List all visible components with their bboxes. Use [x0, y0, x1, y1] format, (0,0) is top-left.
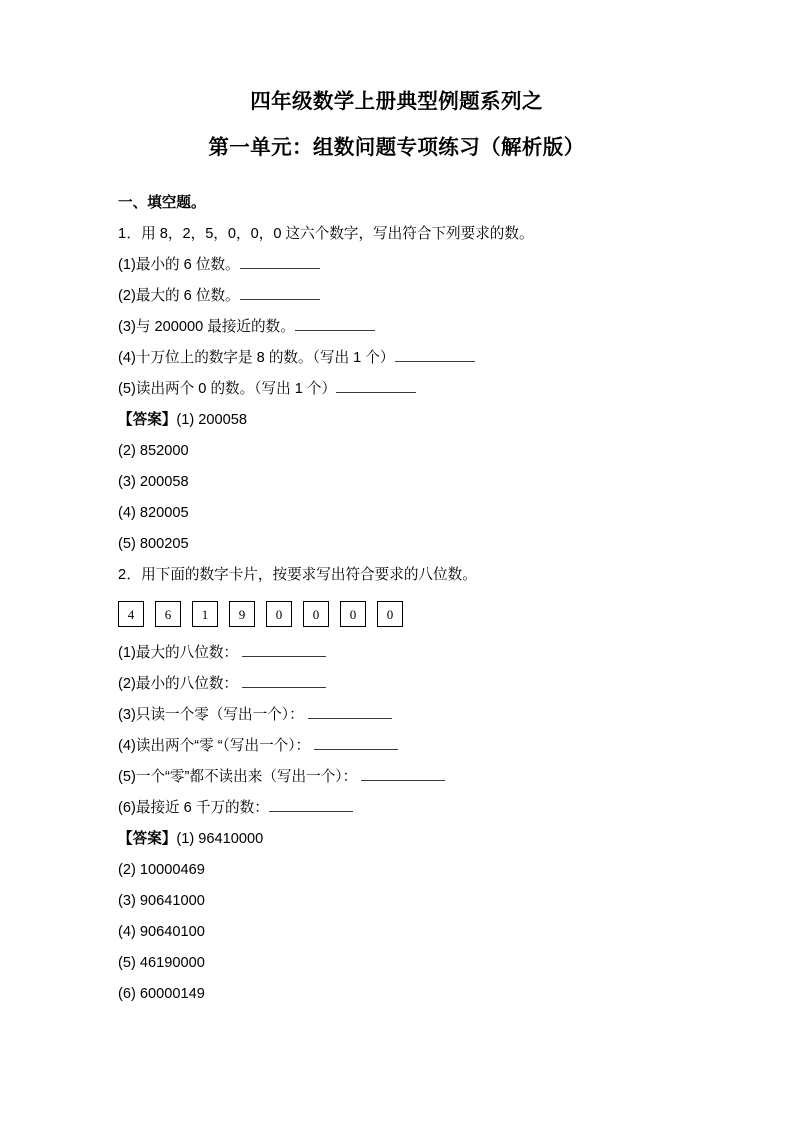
question-1-item-5: [118, 374, 723, 405]
question-2-answer-5: [118, 948, 723, 979]
question-2-item-1-text: 最大的八位数：: [135, 645, 239, 661]
question-1-answer-4-label: (4): [118, 505, 136, 521]
question-2-answer-6-value: 60000149: [139, 986, 205, 1002]
question-2-item-4-label: (4): [118, 738, 136, 754]
question-2-item-2-blank[interactable]: [242, 675, 326, 688]
question-1-item-5-blank[interactable]: [336, 380, 416, 393]
digit-card[interactable]: 1: [192, 601, 218, 627]
question-1-item-4-blank[interactable]: [395, 349, 475, 362]
question-2-item-4-blank[interactable]: [314, 737, 398, 750]
question-1-answer-5-label: (5): [118, 536, 136, 552]
question-1-item-5-label: (5): [118, 381, 136, 397]
digit-card[interactable]: 6: [155, 601, 181, 627]
question-2-item-4-text: 读出两个“零 “（写出一个）：: [135, 738, 311, 754]
question-1-answer-2: [118, 436, 723, 467]
question-2-answer-3-label: (3): [118, 893, 136, 909]
question-1-number: 1．: [118, 226, 142, 242]
question-2-item-5-label: (5): [118, 769, 136, 785]
question-2-answer-3-value: 90641000: [139, 893, 205, 909]
question-2-answer-4: [118, 917, 723, 948]
question-1-answer-3-value: 200058: [139, 474, 189, 490]
question-2-answer-3: [118, 886, 723, 917]
title-block: [0, 0, 793, 166]
question-2-item-5-blank[interactable]: [361, 768, 445, 781]
question-1-answer-1-label: (1): [176, 412, 195, 428]
question-1-answer-3: [118, 467, 723, 498]
digit-card[interactable]: 0: [340, 601, 366, 627]
question-1-answer-3-label: (3): [118, 474, 136, 490]
question-1-item-3-label: (3): [118, 319, 136, 335]
question-2-answer-1-label: (1): [176, 831, 195, 847]
question-2-number: 2．: [118, 567, 142, 583]
question-2-item-1-label: (1): [118, 645, 136, 661]
question-1-item-2-text: 最大的 6 位数。: [135, 288, 240, 304]
question-2-answer-2: [118, 855, 723, 886]
question-1-item-1-label: (1): [118, 257, 136, 273]
question-1-item-2-blank[interactable]: [240, 287, 320, 300]
question-2-stem-text: 用下面的数字卡片，按要求写出符合要求的八位数。: [141, 567, 477, 583]
question-1-item-1: [118, 250, 723, 281]
question-2-answer-1-value: 96410000: [198, 831, 264, 847]
document-title-line-2: 第一单元：组数问题专项练习（解析版）: [208, 136, 585, 159]
question-1-item-4-text: 十万位上的数字是 8 的数。（写出 1 个）: [135, 350, 395, 366]
question-2-answer-label: 【答案】: [118, 831, 177, 847]
question-2-answer-6: [118, 979, 723, 1010]
question-2-item-1: [118, 638, 723, 669]
question-1-answer-2-value: 852000: [139, 443, 189, 459]
digit-card[interactable]: 9: [229, 601, 255, 627]
document-body: [0, 188, 793, 1010]
question-1-item-3-blank[interactable]: [295, 318, 375, 331]
question-2-answer-1: [118, 824, 723, 855]
question-2-item-5-text: 一个“零”都不读出来（写出一个）：: [135, 769, 358, 785]
question-1-item-2: [118, 281, 723, 312]
question-2-answer-2-label: (2): [118, 862, 136, 878]
question-1-item-1-text: 最小的 6 位数。: [135, 257, 240, 273]
digit-card[interactable]: 0: [303, 601, 329, 627]
question-2-item-3-label: (3): [118, 707, 136, 723]
digit-card[interactable]: 0: [266, 601, 292, 627]
question-1-answer-1: [118, 405, 723, 436]
digit-card-row: [118, 594, 723, 634]
question-1-item-2-label: (2): [118, 288, 136, 304]
question-2-item-6-blank[interactable]: [269, 799, 353, 812]
question-1-stem-text: 用 8，2，5，0，0，0 这六个数字，写出符合下列要求的数。: [141, 226, 534, 242]
question-1-item-1-blank[interactable]: [240, 256, 320, 269]
question-2-item-1-blank[interactable]: [242, 644, 326, 657]
question-1-answer-1-value: 200058: [198, 412, 247, 428]
question-2-item-2: [118, 669, 723, 700]
question-2-item-5: [118, 762, 723, 793]
question-2-item-4: [118, 731, 723, 762]
digit-card[interactable]: 0: [377, 601, 403, 627]
question-2-answer-6-label: (6): [118, 986, 136, 1002]
question-2-item-6: [118, 793, 723, 824]
question-1-item-4-label: (4): [118, 350, 136, 366]
question-2-answer-5-label: (5): [118, 955, 136, 971]
question-1-answer-4-value: 820005: [139, 505, 189, 521]
question-2-item-2-label: (2): [118, 676, 136, 692]
question-1-answer-5: [118, 529, 723, 560]
question-2-answer-2-value: 10000469: [139, 862, 205, 878]
question-2-item-2-text: 最小的八位数：: [135, 676, 239, 692]
section-heading-fill-in-the-blank: 一、填空题。: [118, 195, 206, 211]
question-1-stem: [118, 219, 723, 250]
question-2-answer-4-value: 90640100: [139, 924, 205, 940]
question-2-answer-4-label: (4): [118, 924, 136, 940]
question-2-item-3: [118, 700, 723, 731]
question-2-answer-5-value: 46190000: [139, 955, 205, 971]
question-2-item-3-text: 只读一个零（写出一个）：: [135, 707, 304, 723]
question-1-answer-5-value: 800205: [139, 536, 189, 552]
question-1-item-3: [118, 312, 723, 343]
question-2-item-3-blank[interactable]: [308, 706, 392, 719]
question-1-answer-4: [118, 498, 723, 529]
question-1-item-5-text: 读出两个 0 的数。（写出 1 个）: [135, 381, 337, 397]
question-2-item-6-label: (6): [118, 800, 136, 816]
question-1-answer-label: 【答案】: [118, 412, 177, 428]
question-1-item-4: [118, 343, 723, 374]
digit-card[interactable]: 4: [118, 601, 144, 627]
question-1-item-3-text: 与 200000 最接近的数。: [135, 319, 295, 335]
question-2-item-6-text: 最接近 6 千万的数：: [135, 800, 269, 816]
question-1-answer-2-label: (2): [118, 443, 136, 459]
document-title-line-1: 四年级数学上册典型例题系列之: [250, 90, 543, 113]
question-2-stem: [118, 560, 723, 591]
